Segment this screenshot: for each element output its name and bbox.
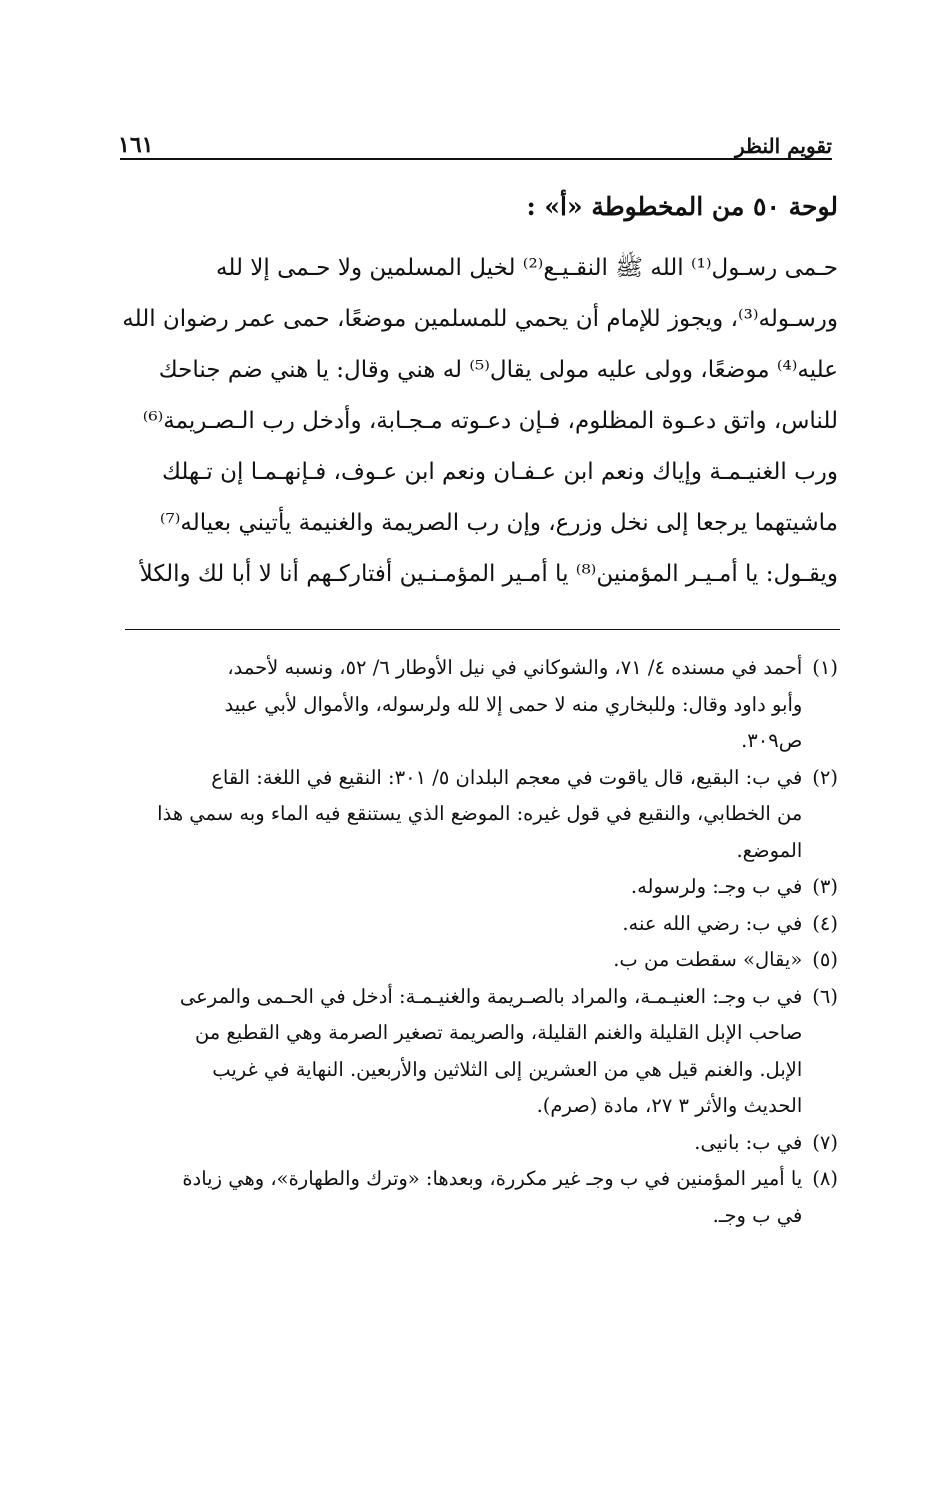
footnote-line: في ب: بانيى. [694,1130,803,1154]
header-rule [120,158,832,160]
footnote-7 [110,1125,838,1162]
footnote-6 [110,979,838,1125]
footnote-text [110,1161,802,1234]
footnote-2 [110,760,838,870]
footnote-8 [110,1161,838,1234]
body-line: حـمى رسـول⁽¹⁾ الله ﷺ النقـيـع⁽²⁾ لخيل المسلمين ولا حـمى إلا لله [216,255,838,281]
footnote-line: الإبل. والغنم قيل هي من العشرين إلى الثلاثين والأربعين. النهاية في غريب [212,1057,803,1081]
main-text [116,185,838,600]
footnote-number: (٦) [812,984,838,1008]
body-line: للناس، واتق دعـوة المظلوم، فـإن دعـوته مـجـابة، وأدخل رب الـصـريمة⁽⁶⁾ [142,408,838,434]
footnote-line: في ب وجـ: ولرسوله. [630,875,803,898]
running-title: تقويم النظر [735,134,832,158]
footnote-line: الموضع. [736,838,803,862]
footnote-rule [125,629,840,630]
footnote-4 [110,906,838,943]
body-line: ورسـوله⁽³⁾، ويجوز للإمام أن يحمي للمسلمين موضعًا، حمى عمر رضوان الله [122,306,838,332]
footnote-line: وأبو داود وقال: وللبخاري منه لا حمى إلا لله ولرسوله، والأموال لأبي عبيد [224,692,803,716]
footnote-line: في ب وجـ. [712,1203,803,1227]
footnote-line: أحمد في مسنده ٤/ ٧١، والشوكاني في نيل الأوطار ٦/ ٥٢، ونسبه لأحمد، [227,656,803,679]
footnote-1 [110,650,838,760]
footnote-text [110,942,802,979]
footnote-text [110,760,802,870]
footnote-number: (٣) [812,875,838,898]
page-number: ١٦١ [118,132,154,158]
footnote-text [110,979,802,1125]
footnote-number: (١) [812,656,838,679]
footnote-line: في ب: البقيع، قال ياقوت في معجم البلدان ٥/ ٣٠١: النقيع في اللغة: القاع [211,765,803,789]
body-line: ماشيتهما يرجعا إلى نخل وزرع، وإن رب الصريمة والغنيمة يأتيني بعياله⁽⁷⁾ [159,510,838,536]
footnote-number: (٥) [812,948,838,971]
running-head [118,118,832,158]
footnote-line: في ب: رضي الله عنه. [622,911,803,935]
footnotes [110,650,838,1234]
footnote-number: (٢) [812,765,838,789]
section-heading: لوحة ٥٠ من المخطوطة «أ» : [526,192,838,221]
body-line: ورب الغنيـمـة وإياك ونعم ابن عـفـان ونعم ابن عـوف، فـإنهـمـا إن تـهلك [162,459,838,485]
footnote-text [110,869,802,906]
footnote-line: في ب وجـ: العنيـمـة، والمراد بالصـريمة والغنيـمـة: أدخل في الحـمى والمرعى [179,984,803,1008]
body-paragraph [116,243,838,600]
footnote-text [110,650,802,760]
footnote-5 [110,942,838,979]
footnote-text [110,1125,802,1162]
footnote-line: يا أمير المؤمنين في ب وجـ غير مكررة، وبعدها: «وترك والطهارة»، وهي زيادة [182,1167,803,1190]
body-line: ويقـول: يا أمـيـر المؤمنين⁽⁸⁾ يا أمـير المؤمـنـين أفتاركـهم أنا لا أبا لك والكلأ [139,561,838,587]
footnote-number: (٨) [812,1167,838,1190]
footnote-number: (٧) [812,1130,838,1154]
body-line: عليه⁽⁴⁾ موضعًا، وولى عليه مولى يقال⁽⁵⁾ له هني وقال: يا هني ضم جناحك [158,357,838,383]
footnote-line: صاحب الإبل القليلة والغنم القليلة، والصريمة تصغير الصرمة وهي القطيع من [194,1021,803,1044]
footnote-3 [110,869,838,906]
footnote-line: «يقال» سقطت من ب. [613,948,803,971]
footnote-number: (٤) [812,911,838,935]
footnote-line: الحديث والأثر ٣ ٢٧، مادة (صرم). [536,1094,803,1117]
footnote-line: من الخطابي، والنقيع في قول غيره: الموضع الذي يستنقع فيه الماء وبه سمي هذا [157,802,803,825]
footnote-text [110,906,802,943]
footnote-line: ص٣٠٩. [741,729,803,752]
